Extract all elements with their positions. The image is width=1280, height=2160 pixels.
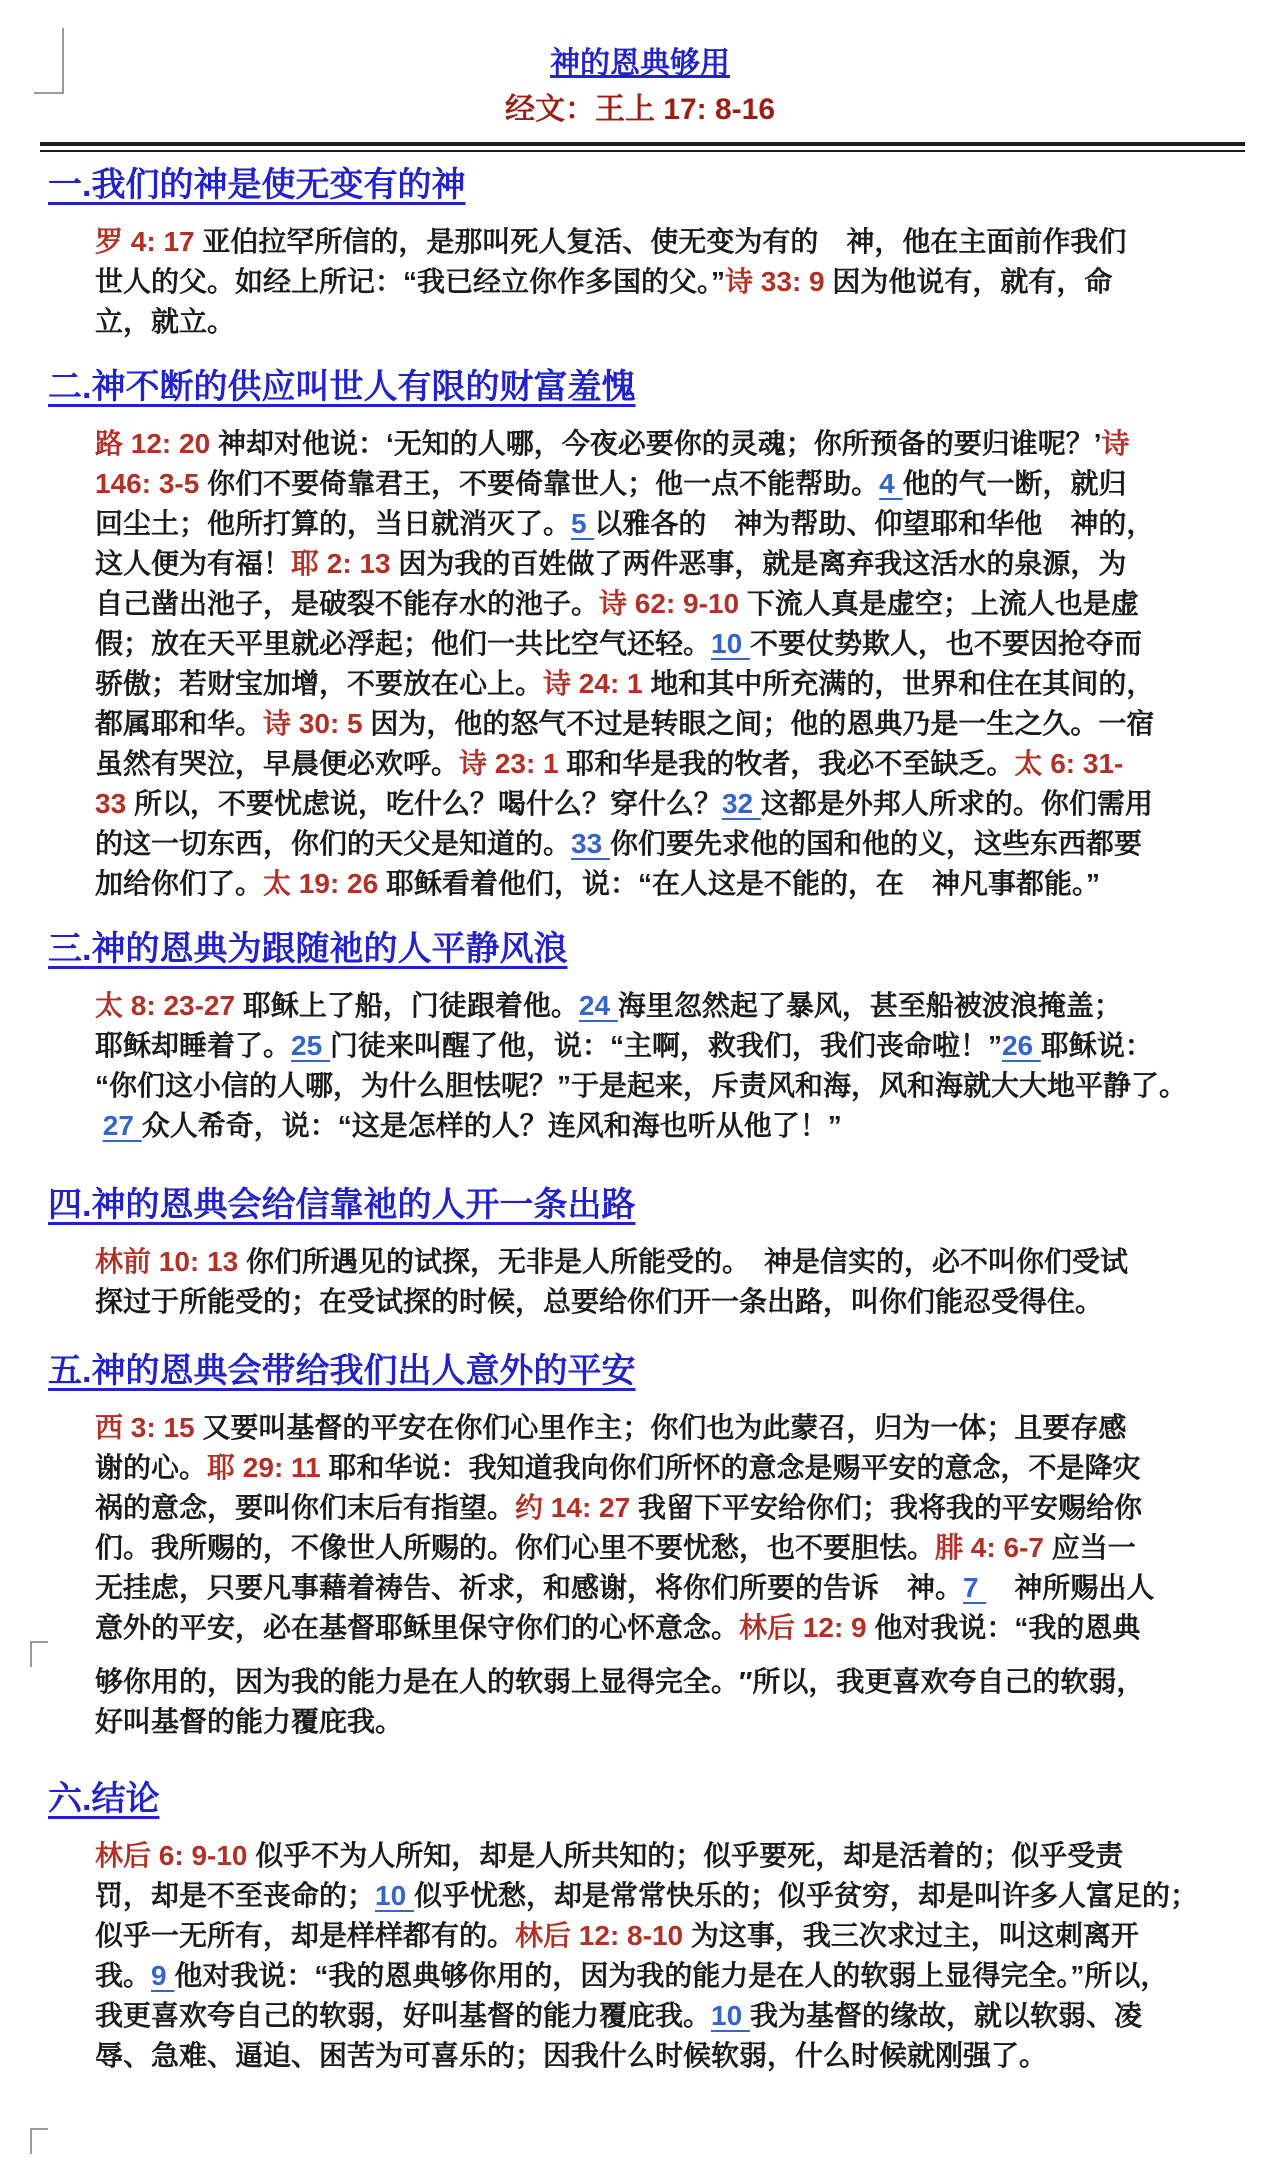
body-text: 神却对他说：‘无知的人哪，今夜必要你的灵魂；你所预备的要归谁呢？’ [217, 428, 1102, 459]
body-text: 这都是外邦人所求的。你们需用 [760, 788, 1153, 819]
verse-link[interactable]: 10 [375, 1880, 414, 1911]
scripture-ref: 诗 23: 1 [459, 748, 567, 779]
body-text: 你们不要倚靠君王，不要倚靠世人；他一点不能帮助。 [207, 468, 880, 499]
body-text: 似乎不为人所知，却是人所共知的；似乎要死，却是活着的；似乎受责 [255, 1840, 1124, 1871]
body-text: 意外的平安，必在基督耶稣里保守你们的心怀意念。 [95, 1612, 740, 1643]
section-heading [48, 368, 1280, 406]
verse-link[interactable]: 5 [571, 508, 595, 539]
section [0, 930, 1280, 1146]
body-text: 因为，他的怒气不过是转眼之间；他的恩典乃是一生之久。一宿 [370, 708, 1155, 739]
body-text: 耶稣上了船，门徒跟着他。 [242, 990, 579, 1021]
body-text: 又要叫基督的平安在你们心里作主；你们也为此蒙召，归为一体；且要存感 [202, 1412, 1127, 1443]
body-text: 我更喜欢夸自己的软弱，好叫基督的能力覆庇我。 [95, 2000, 712, 2031]
verse-link[interactable]: 4 [879, 468, 903, 499]
double-rule-divider [40, 142, 1245, 152]
section [0, 1352, 1280, 1742]
text-line [95, 544, 1280, 584]
scripture-ref: 太 8: 23-27 [95, 990, 243, 1021]
text-line [95, 704, 1280, 744]
text-line [95, 1568, 1280, 1608]
text-line [95, 222, 1280, 262]
scripture-ref: 诗 24: 1 [543, 668, 651, 699]
body-text: 因为我的百姓做了两件恶事，就是离弃我这活水的泉源，为 [398, 548, 1127, 579]
scripture-ref: 罗 4: 17 [95, 226, 203, 257]
text-line [95, 1528, 1280, 1568]
text-line [95, 1662, 1280, 1702]
verse-link[interactable]: 32 [721, 788, 761, 819]
body-text: 都属耶和华。 [95, 708, 264, 739]
section-title: 结论 [91, 1780, 160, 1818]
text-line [95, 1876, 1280, 1916]
body-text: 世人的父。如经上所记：“我已经立你作多国的父。” [95, 266, 726, 297]
text-line [95, 784, 1280, 824]
body-text: 所以，不要忧虑说，吃什么？喝什么？穿什么？ [133, 788, 722, 819]
body-text: 们。我所赐的，不像世人所赐的。你们心里不要忧愁，也不要胆怯。 [95, 1532, 936, 1563]
scripture-ref: 耶 2: 13 [291, 548, 399, 579]
body-text: 无挂虑，只要凡事藉着祷告、祈求，和感谢，将你们所要的告诉 神。 [95, 1572, 964, 1603]
body-text: 似乎忧愁，却是常常快乐的；似乎贫穷，却是叫许多人富足的； [413, 1880, 1198, 1911]
body-text: 他对我说：“我的恩典 [874, 1612, 1141, 1643]
sections [0, 166, 1280, 2076]
body-text: 神所赐出人 [986, 1572, 1155, 1603]
body-text: 耶和华是我的牧者，我必不至缺乏。 [566, 748, 1015, 779]
body-text: 你们要先求他的国和他的义，这些东西都要 [609, 828, 1142, 859]
section-title: 我们的神是使无变有的神 [91, 166, 466, 204]
scripture-ref: 西 3: 15 [95, 1412, 203, 1443]
scripture-ref: 太 19: 26 [263, 868, 386, 899]
text-line [95, 1282, 1280, 1322]
verse-link[interactable]: 25 [291, 1030, 330, 1061]
body-text: 耶稣说： [1040, 1030, 1153, 1061]
section-number: 二. [48, 368, 92, 406]
body-text: 耶和华说：我知道我向你们所怀的意念是赐平安的意念，不是降灾 [328, 1452, 1141, 1483]
text-line [95, 1702, 1280, 1742]
body-text: 他对我说：“我的恩典够你用的，因为我的能力是在人的软弱上显得完全。”所以， [174, 1960, 1169, 1991]
section [0, 368, 1280, 904]
verse-link[interactable]: 9 [151, 1960, 175, 1991]
body-text: 我。 [95, 1960, 152, 1991]
section-number: 四. [48, 1186, 92, 1224]
text-line [95, 464, 1280, 504]
body-text: 不要仗势欺人，也不要因抢夺而 [749, 628, 1142, 659]
text-line [95, 1836, 1280, 1876]
section-heading [48, 166, 1280, 204]
scripture-ref: 路 12: 20 [95, 428, 218, 459]
text-line [95, 1448, 1280, 1488]
text-line [95, 1608, 1280, 1648]
body-text: 他的气一断，就归 [902, 468, 1127, 499]
scripture-ref: 146: 3-5 [95, 468, 208, 499]
scripture-ref: 诗 62: 9-10 [599, 588, 747, 619]
paragraph [95, 1242, 1280, 1322]
text-line [95, 1066, 1280, 1106]
scripture-ref: 腓 4: 6-7 [935, 1532, 1052, 1563]
text-line [95, 2036, 1280, 2076]
text-line [95, 864, 1280, 904]
body-text: 骄傲；若财宝加增，不要放在心上。 [95, 668, 544, 699]
body-text: 下流人真是虚空；上流人也是虚 [746, 588, 1139, 619]
section-title: 神的恩典为跟随祂的人平静风浪 [91, 930, 568, 968]
doc-scripture-subtitle: 经文：王上 17: 8-16 [504, 93, 776, 126]
body-text: 假；放在天平里就必浮起；他们一共比空气还轻。 [95, 628, 712, 659]
body-text: 探过于所能受的；在受试探的时候，总要给你们开一条出路，叫你们能忍受得住。 [95, 1286, 1104, 1317]
scripture-ref: 林后 12: 9 [739, 1612, 875, 1643]
text-line [95, 1996, 1280, 2036]
verse-link[interactable]: 10 [711, 2000, 750, 2031]
text-line [95, 624, 1280, 664]
body-text: 立，就立。 [95, 306, 236, 337]
text-line [95, 986, 1280, 1026]
verse-link[interactable]: 7 [963, 1572, 987, 1603]
text-line [95, 302, 1280, 342]
scripture-ref: 诗 30: 5 [263, 708, 371, 739]
scripture-ref: 林后 12: 8-10 [515, 1920, 691, 1951]
body-text: 够你用的，因为我的能力是在人的软弱上显得完全。″所以，我更喜欢夸自己的软弱， [95, 1666, 1145, 1697]
verse-link[interactable]: 26 [1001, 1030, 1041, 1061]
text-line [95, 504, 1280, 544]
body-text: 你们所遇见的试探，无非是人所能受的。 神是信实的，必不叫你们受试 [245, 1246, 1128, 1277]
paragraph [95, 1408, 1280, 1742]
section-number: 三. [48, 930, 92, 968]
section-title: 神的恩典会带给我们出人意外的平安 [91, 1352, 636, 1390]
text-line [95, 1916, 1280, 1956]
body-text: 的这一切东西，你们的天父是知道的。 [95, 828, 572, 859]
section [0, 1780, 1280, 2076]
verse-link[interactable]: 27 [102, 1110, 142, 1141]
doc-title: 神的恩典够用 [550, 47, 730, 80]
scripture-ref: 林前 10: 13 [95, 1246, 246, 1277]
body-text: 耶稣却睡着了。 [95, 1030, 292, 1061]
body-text: 这人便为有福！ [95, 548, 292, 579]
body-text: 亚伯拉罕所信的，是那叫死人复活、使无变为有的 神，他在主面前作我们 [202, 226, 1127, 257]
text-line [95, 1408, 1280, 1448]
section [0, 166, 1280, 342]
text-line [95, 584, 1280, 624]
body-text: 加给你们了。 [95, 868, 264, 899]
body-text: 祸的意念，要叫你们末后有指望。 [95, 1492, 516, 1523]
section-heading [48, 1186, 1280, 1224]
section-number: 五. [48, 1352, 92, 1390]
body-text: 海里忽然起了暴风，甚至船被波浪掩盖； [617, 990, 1122, 1021]
text-line [95, 1106, 1280, 1146]
text-line [95, 1488, 1280, 1528]
paragraph [95, 1836, 1280, 2076]
body-text: 因为他说有，就有，命 [832, 266, 1113, 297]
section-number: 一. [48, 166, 92, 204]
scripture-ref: 林后 6: 9-10 [95, 1840, 256, 1871]
text-line [95, 664, 1280, 704]
text-line [95, 262, 1280, 302]
text-line [95, 824, 1280, 864]
scripture-ref: 诗 33: 9 [725, 266, 833, 297]
section-title: 神不断的供应叫世人有限的财富羞愧 [91, 368, 636, 406]
paragraph [95, 222, 1280, 342]
paragraph [95, 986, 1280, 1146]
section-number: 六. [48, 1780, 92, 1818]
body-text: 谢的心。 [95, 1452, 208, 1483]
body-text: 虽然有哭泣，早晨便必欢呼。 [95, 748, 460, 779]
body-text [95, 1110, 103, 1141]
paragraph [95, 424, 1280, 904]
verse-link[interactable]: 33 [571, 828, 610, 859]
scripture-ref: 太 6: 31- [1014, 748, 1124, 779]
scripture-ref: 诗 [1101, 428, 1130, 459]
text-line [95, 1026, 1280, 1066]
text-line [95, 744, 1280, 784]
scripture-ref: 33 [95, 788, 134, 819]
scripture-ref: 耶 29: 11 [207, 1452, 329, 1483]
page-corner-mark [30, 2128, 48, 2154]
body-text: 我为基督的缘故，就以软弱、凌 [749, 2000, 1142, 2031]
body-text: “你们这小信的人哪，为什么胆怯呢？”于是起来，斥责风和海，风和海就大大地平静了。 [95, 1070, 1188, 1101]
body-text: 门徒来叫醒了他，说：“主啊，救我们，我们丧命啦！” [329, 1030, 1002, 1061]
body-text: 辱、急难、逼迫、困苦为可喜乐的；因我什么时候软弱，什么时候就刚强了。 [95, 2040, 1048, 2071]
body-text: 众人希奇，说：“这是怎样的人？连风和海也听从他了！” [141, 1110, 842, 1141]
section [0, 1186, 1280, 1322]
body-text: 地和其中所充满的，世界和住在其间的， [650, 668, 1155, 699]
section-heading [48, 1352, 1280, 1390]
text-line [95, 1242, 1280, 1282]
verse-link[interactable]: 10 [711, 628, 750, 659]
body-text: 以雅各的 神为帮助、仰望耶和华他 神的， [594, 508, 1155, 539]
body-text: 我留下平安给你们；我将我的平安赐给你 [637, 1492, 1142, 1523]
section-heading [48, 1780, 1280, 1818]
body-text: 回尘土；他所打算的，当日就消灭了。 [95, 508, 572, 539]
body-text: 为这事，我三次求过主，叫这刺离开 [690, 1920, 1139, 1951]
body-text: 耶稣看着他们，说：“在人这是不能的，在 神凡事都能。” [385, 868, 1100, 899]
body-text: 好叫基督的能力覆庇我。 [95, 1706, 404, 1737]
section-title: 神的恩典会给信靠祂的人开一条出路 [91, 1186, 636, 1224]
body-text: 罚，却是不至丧命的； [95, 1880, 376, 1911]
body-text: 应当一 [1051, 1532, 1136, 1563]
text-line [95, 424, 1280, 464]
verse-link[interactable]: 24 [578, 990, 618, 1021]
body-text: 自己凿出池子，是破裂不能存水的池子。 [95, 588, 600, 619]
body-text: 似乎一无所有，却是样样都有的。 [95, 1920, 516, 1951]
text-line [95, 1956, 1280, 1996]
section-heading [48, 930, 1280, 968]
scripture-ref: 约 14: 27 [515, 1492, 638, 1523]
